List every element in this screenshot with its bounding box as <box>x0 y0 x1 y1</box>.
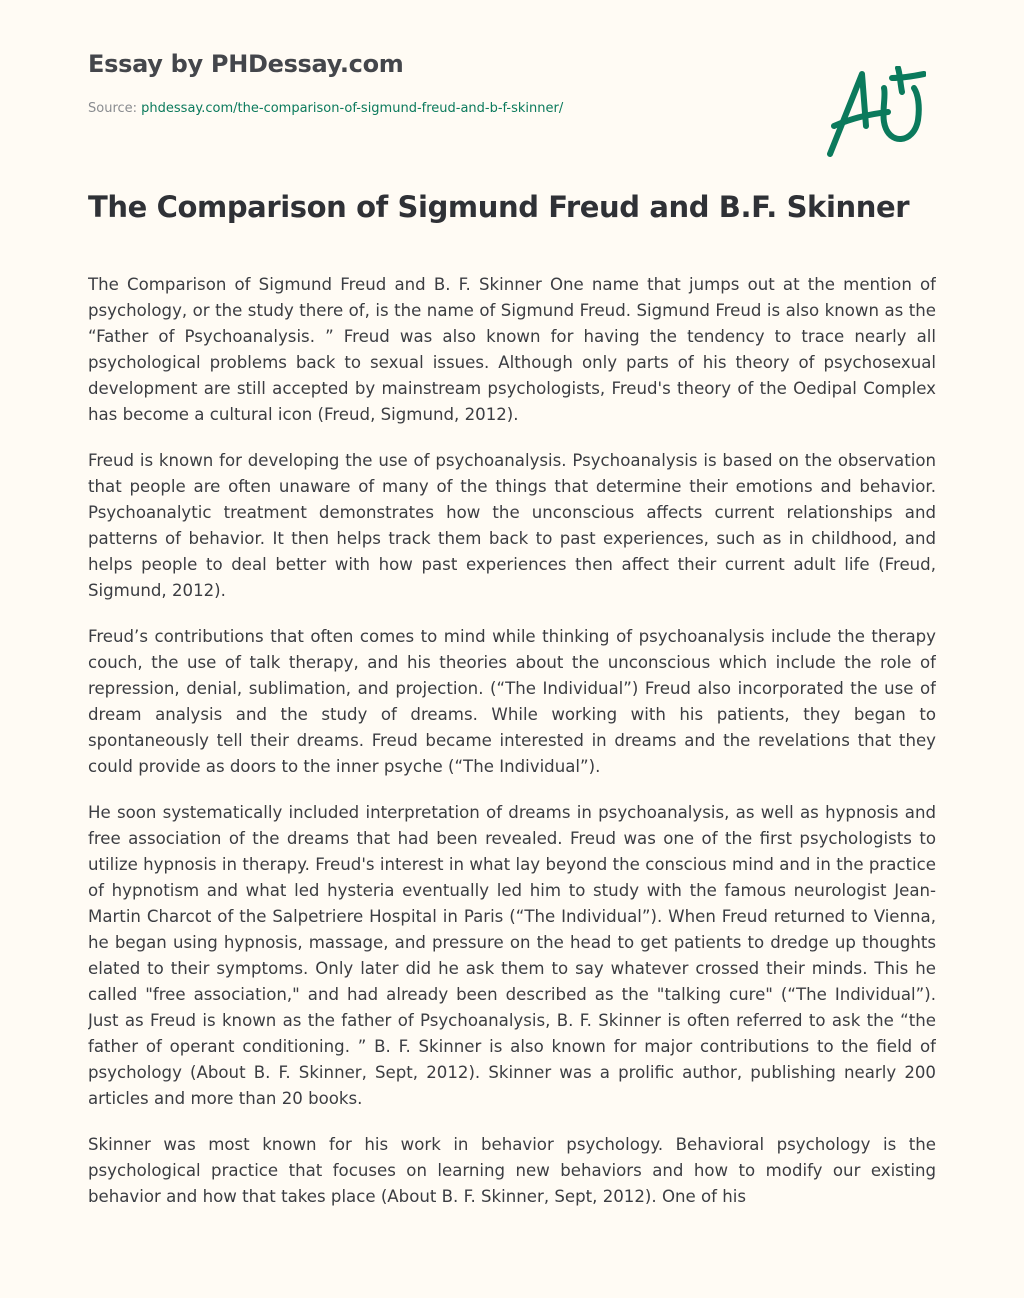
paragraph: Skinner was most known for his work in behavior psychology. Behavioral psychology is the psychological practice that focuses on learning new behaviors and how to modify our existing behavior and how that takes place (About B. F. Skinner, Sept, 2012). One of his <box>88 1135 936 1206</box>
site-brand: Essay by PHDessay.com <box>88 50 404 78</box>
source-line <box>88 101 563 116</box>
paragraph: He soon systematically included interpretation of dreams in psychoanalysis, as well as hypnosis and free association of the dreams that had been revealed. Freud was one of the first psychologists to utilize hypnosis in therapy. Freud's interest in what lay beyond the conscious mind and in the practice of hypnotism and what led hysteria eventually led him to study with the famous neurologist Jean-Martin Charcot of the Salpetriere Hospital in Paris (“The Individual”). When Freud returned to Vienna, he began using hypnosis, massage, and pressure on the head to get patients to dredge up thoughts elated to their symptoms. Only later did he ask them to say whatever crossed their minds. This he called "free association," and had already been described as the "talking cure" (“The Individual”). Just as Freud is known as the father of Psychoanalysis, B. F. Skinner is often referred to ask the “the father of operant conditioning. ” B. F. Skinner is also known for major contributions to the field of psychology (About B. F. Skinner, Sept, 2012). Skinner was a prolific author, publishing nearly 200 articles and more than 20 books. <box>88 803 936 1108</box>
essay-title: The Comparison of Sigmund Freud and B.F. Skinner <box>88 190 910 224</box>
paragraph: Freud’s contributions that often comes to mind while thinking of psychoanalysis include the therapy couch, the use of talk therapy, and his theories about the unconscious which include the role of repression, denial, sublimation, and projection. (“The Individual”) Freud also incorporated the use of dream analysis and the study of dreams. While working with his patients, they began to spontaneously tell their dreams. Freud became interested in dreams and the revelations that they could provide as doors to the inner psyche (“The Individual”). <box>88 627 936 776</box>
a-plus-logo-icon <box>822 66 926 160</box>
paragraph: Freud is known for developing the use of psychoanalysis. Psychoanalysis is based on the observation that people are often unaware of many of the things that determine their emotions and behavior. Psychoanalytic treatment demonstrates how the unconscious affects current relationships and patterns of behavior. It then helps track them back to past experiences, such as in childhood, and helps people to deal better with how past experiences then affect their current adult life (Freud, Sigmund, 2012). <box>88 451 936 600</box>
source-link[interactable]: phdessay.com/the-comparison-of-sigmund-freud-and-b-f-skinner/ <box>141 101 564 116</box>
source-label: Source: <box>88 101 142 116</box>
essay-body <box>88 272 936 1252</box>
paragraph: The Comparison of Sigmund Freud and B. F. Skinner One name that jumps out at the mention of psychology, or the study there of, is the name of Sigmund Freud. Sigmund Freud is also known as the “Father of Psychoanalysis. ” Freud was also known for having the tendency to trace nearly all psychological problems back to sexual issues. Although only parts of his theory of psychosexual development are still accepted by mainstream psychologists, Freud's theory of the Oedipal Complex has become a cultural icon (Freud, Sigmund, 2012). <box>88 275 936 424</box>
